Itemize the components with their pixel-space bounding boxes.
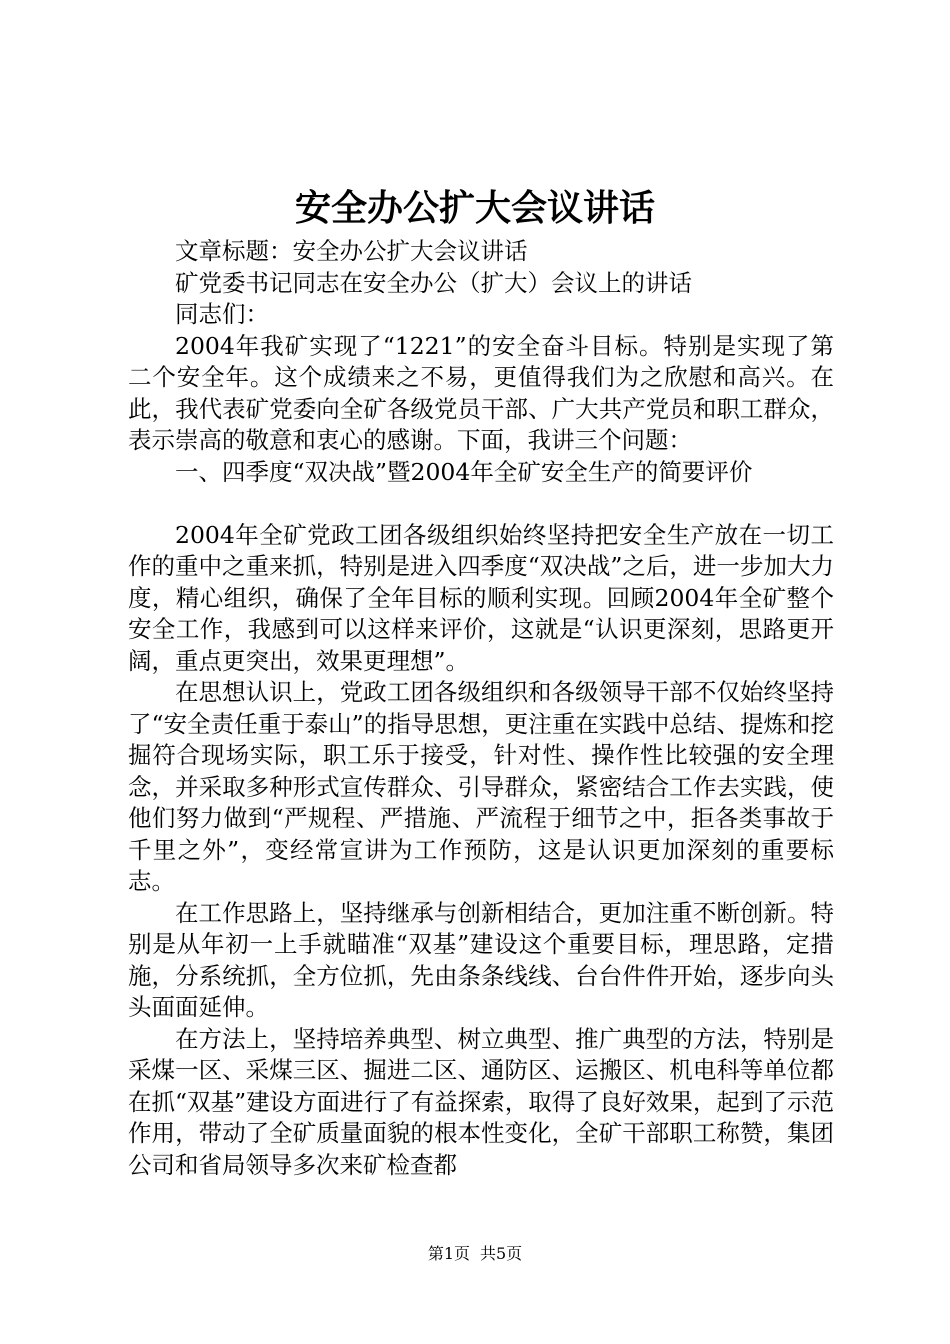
paragraph-ideology: 在思想认识上，党政工团各级组织和各级领导干部不仅始终坚持了“安全责任重于泰山”的指导思想，更注重在实践中总结、提炼和挖掘符合现场实际，职工乐于接受，针对性、操作性比较强的安全理念，并采取多种形式宣传群众、引导群众，紧密结合工作去实践，使他们努力做到“严规程、严措施、严流程于细节之中，拒各类事故于千里之外”，变经常宣讲为工作预防，这是认识更加深刻的重要标志。 bbox=[128, 678, 834, 895]
salutation: 同志们： bbox=[175, 300, 269, 328]
document-body bbox=[128, 236, 834, 1181]
page-total: 共5页 bbox=[480, 1244, 523, 1263]
blank-line bbox=[128, 488, 834, 520]
paragraph-evaluation: 2004年全矿党政工团各级组织始终坚持把安全生产放在一切工作的重中之重来抓，特别是进入四季度“双决战”之后，进一步加大力度，精心组织，确保了全年目标的顺利实现。回顾2004年全矿整个安全工作，我感到可以这样来评价，这就是“认识更深刻，思路更开阔，重点更突出，效果更理想”。 bbox=[128, 520, 834, 675]
section-heading-1: 一、四季度“双决战”暨2004年全矿安全生产的简要评价 bbox=[175, 457, 753, 486]
paragraph-intro: 2004年我矿实现了“1221”的安全奋斗目标。特别是实现了第二个安全年。这个成绩来之不易，更值得我们为之欣慰和高兴。在此，我代表矿党委向全矿各级党员干部、广大共产党员和职工群众，表示崇高的敬意和衷心的感谢。下面，我讲三个问题： bbox=[128, 331, 834, 454]
article-title-line: 文章标题：安全办公扩大会议讲话 bbox=[175, 237, 528, 265]
document-title: 安全办公扩大会议讲话 bbox=[294, 187, 655, 229]
page-footer bbox=[0, 1242, 950, 1266]
speech-subtitle: 矿党委书记同志在安全办公（扩大）会议上的讲话 bbox=[175, 268, 692, 297]
page-number: 第1页 bbox=[427, 1244, 470, 1263]
paragraph-work-approach: 在工作思路上，坚持继承与创新相结合，更加注重不断创新。特别是从年初一上手就瞄准“双基”建设这个重要目标，理思路，定措施，分系统抓，全方位抓，先由条条线线、台台件件开始，逐步向头头面面延伸。 bbox=[128, 898, 834, 1021]
paragraph-methods: 在方法上，坚持培养典型、树立典型、推广典型的方法，特别是采煤一区、采煤三区、掘进二区、通防区、运搬区、机电科等单位都在抓“双基”建设方面进行了有益探索，取得了良好效果，起到了示范作用，带动了全矿质量面貌的根本性变化，全矿干部职工称赞，集团公司和省局领导多次来矿检查都 bbox=[128, 1024, 834, 1179]
